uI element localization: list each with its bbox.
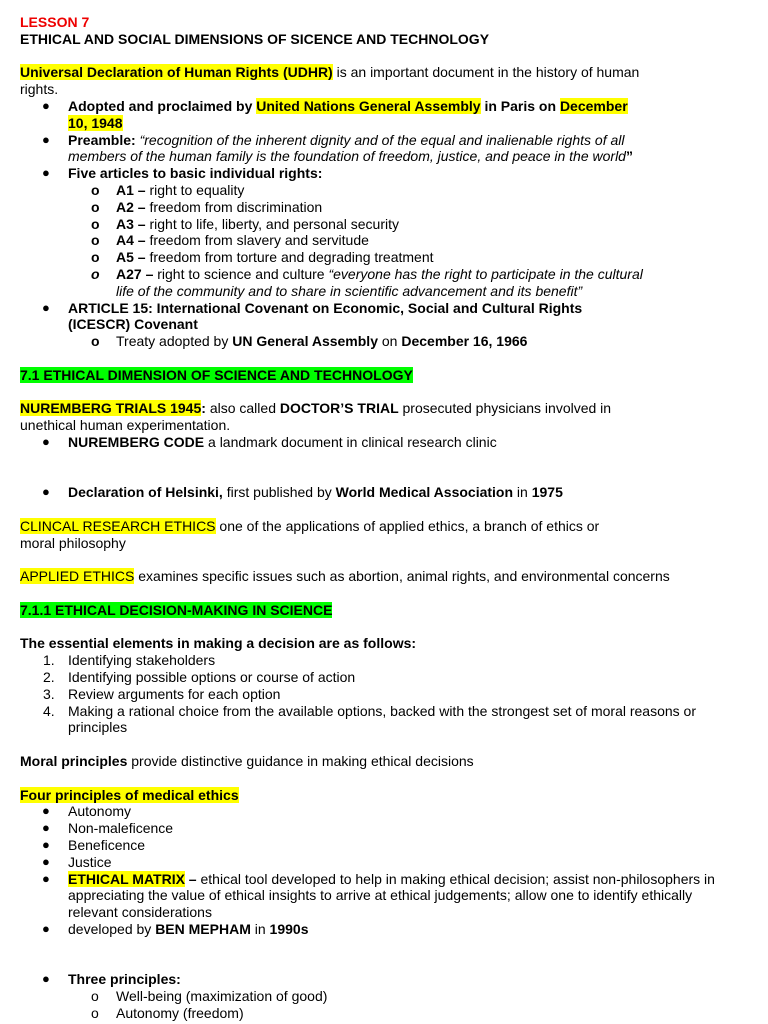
clinical-ethics-paragraph-cont: moral philosophy [20,534,126,551]
clinical-ethics-paragraph: CLINCAL RESEARCH ETHICS one of the applications of applied ethics, a branch of ethics or [20,517,600,534]
sub-list-item: o A27 – right to science and culture “everyone has the right to participate in the cultural [91,265,643,282]
sub-list-item: o A4 – freedom from slavery and servitude [91,232,369,249]
applied-ethics-paragraph: APPLIED ETHICS examines specific issues such as abortion, animal rights, and environmental concerns [20,568,670,585]
sub-list-item: o A3 – right to life, liberty, and personal security [91,215,399,232]
sub-list-item: o Well-being (maximization of good) [91,988,328,1005]
section-heading-7-1-1: 7.1.1 ETHICAL DECISION-MAKING IN SCIENCE [20,601,333,618]
list-item: ● Preamble: “recognition of the inherent dignity and of the equal and inalienable rights of all [42,131,625,148]
list-item: ● Non-maleficence [42,820,174,837]
decision-intro: The essential elements in making a decision are as follows: [20,635,417,652]
bullet-icon: ● [42,433,50,449]
sub-bullet-icon: o [91,198,100,215]
list-item-cont: appreciating the value of ethical insights to arrive at ethical judgements; allow one to identify ethically [68,887,693,904]
list-item: ● Three principles: [42,971,181,988]
sub-bullet-icon: o [91,988,99,1005]
bullet-icon: ● [42,870,50,886]
lesson-label: LESSON 7 [20,14,90,30]
document-page [20,14,752,1022]
bullet-icon: ● [42,853,50,869]
list-item: ● Beneficence [42,837,146,854]
udhr-term: Universal Declaration of Human Rights (UDHR) [20,64,333,81]
bullet-icon: ● [42,131,50,147]
sub-list-item: o Treaty adopted by UN General Assembly on December 16, 1966 [91,333,528,350]
bullet-icon: ● [42,484,50,500]
list-item: ● NUREMBERG CODE a landmark document in clinical research clinic [42,433,497,450]
sub-bullet-icon: o [91,265,100,282]
bullet-icon: ● [42,165,50,181]
sub-bullet-icon: o [91,249,100,266]
sub-bullet-icon: o [91,181,100,198]
numbered-item-cont: principles [68,719,128,736]
sub-bullet-icon: o [91,215,100,232]
numbered-item: 4. Making a rational choice from the available options, backed with the strongest set of moral reasons or [43,702,696,719]
document-title: ETHICAL AND SOCIAL DIMENSIONS OF SICENCE AND TECHNOLOGY [20,30,490,47]
numbered-item: 2. Identifying possible options or course of action [43,669,356,686]
sub-bullet-icon: o [91,232,100,249]
sub-bullet-icon: o [91,333,100,350]
list-item: ● developed by BEN MEPHAM in 1990s [42,921,309,938]
sub-list-item: o Autonomy (freedom) [91,1005,244,1022]
bullet-icon: ● [42,299,50,315]
sub-list-item: o A2 – freedom from discrimination [91,198,323,215]
list-item: ● Adopted and proclaimed by United Nations General Assembly in Paris on December [42,97,628,114]
sub-list-item: o A5 – freedom from torture and degrading treatment [91,249,434,266]
list-item: ● ARTICLE 15: International Covenant on Economic, Social and Cultural Rights [42,299,583,316]
nuremberg-paragraph: NUREMBERG TRIALS 1945: also called DOCTOR’S TRIAL prosecuted physicians involved in [20,400,612,417]
list-item-cont: members of the human family is the foundation of freedom, justice, and peace in the world” [68,148,633,165]
list-item: ● Autonomy [42,803,132,820]
moral-principles-paragraph: Moral principles provide distinctive guidance in making ethical decisions [20,753,474,770]
bullet-icon: ● [42,837,50,853]
bullet-icon: ● [42,820,50,836]
udhr-paragraph-cont: rights. [20,81,59,98]
sub-list-item-cont: life of the community and to share in scientific advancement and its benefit” [116,282,583,299]
four-principles-heading: Four principles of medical ethics [20,786,239,803]
nuremberg-paragraph-cont: unethical human experimentation. [20,417,231,434]
numbered-item: 1. Identifying stakeholders [43,652,216,669]
list-item: ● ETHICAL MATRIX – ethical tool developed to help in making ethical decision; assist non-philosophers in [42,870,715,887]
bullet-icon: ● [42,97,50,113]
bullet-icon: ● [42,803,50,819]
numbered-item: 3. Review arguments for each option [43,685,281,702]
list-item: ● Justice [42,853,112,870]
udhr-paragraph: Universal Declaration of Human Rights (UDHR) is an important document in the history of human [20,64,640,81]
sub-list-item: o A1 – right to equality [91,181,245,198]
bullet-icon: ● [42,971,50,987]
list-item-cont: 10, 1948 [68,114,123,131]
list-item: ● Declaration of Helsinki, first published by World Medical Association in 1975 [42,484,563,501]
section-heading-7-1: 7.1 ETHICAL DIMENSION OF SCIENCE AND TECHNOLOGY [20,366,413,383]
bullet-icon: ● [42,921,50,937]
list-item-cont: (ICESCR) Covenant [68,316,198,333]
sub-bullet-icon: o [91,1005,99,1022]
list-item: ● Five articles to basic individual rights: [42,165,323,182]
list-item-cont: relevant considerations [68,904,212,921]
